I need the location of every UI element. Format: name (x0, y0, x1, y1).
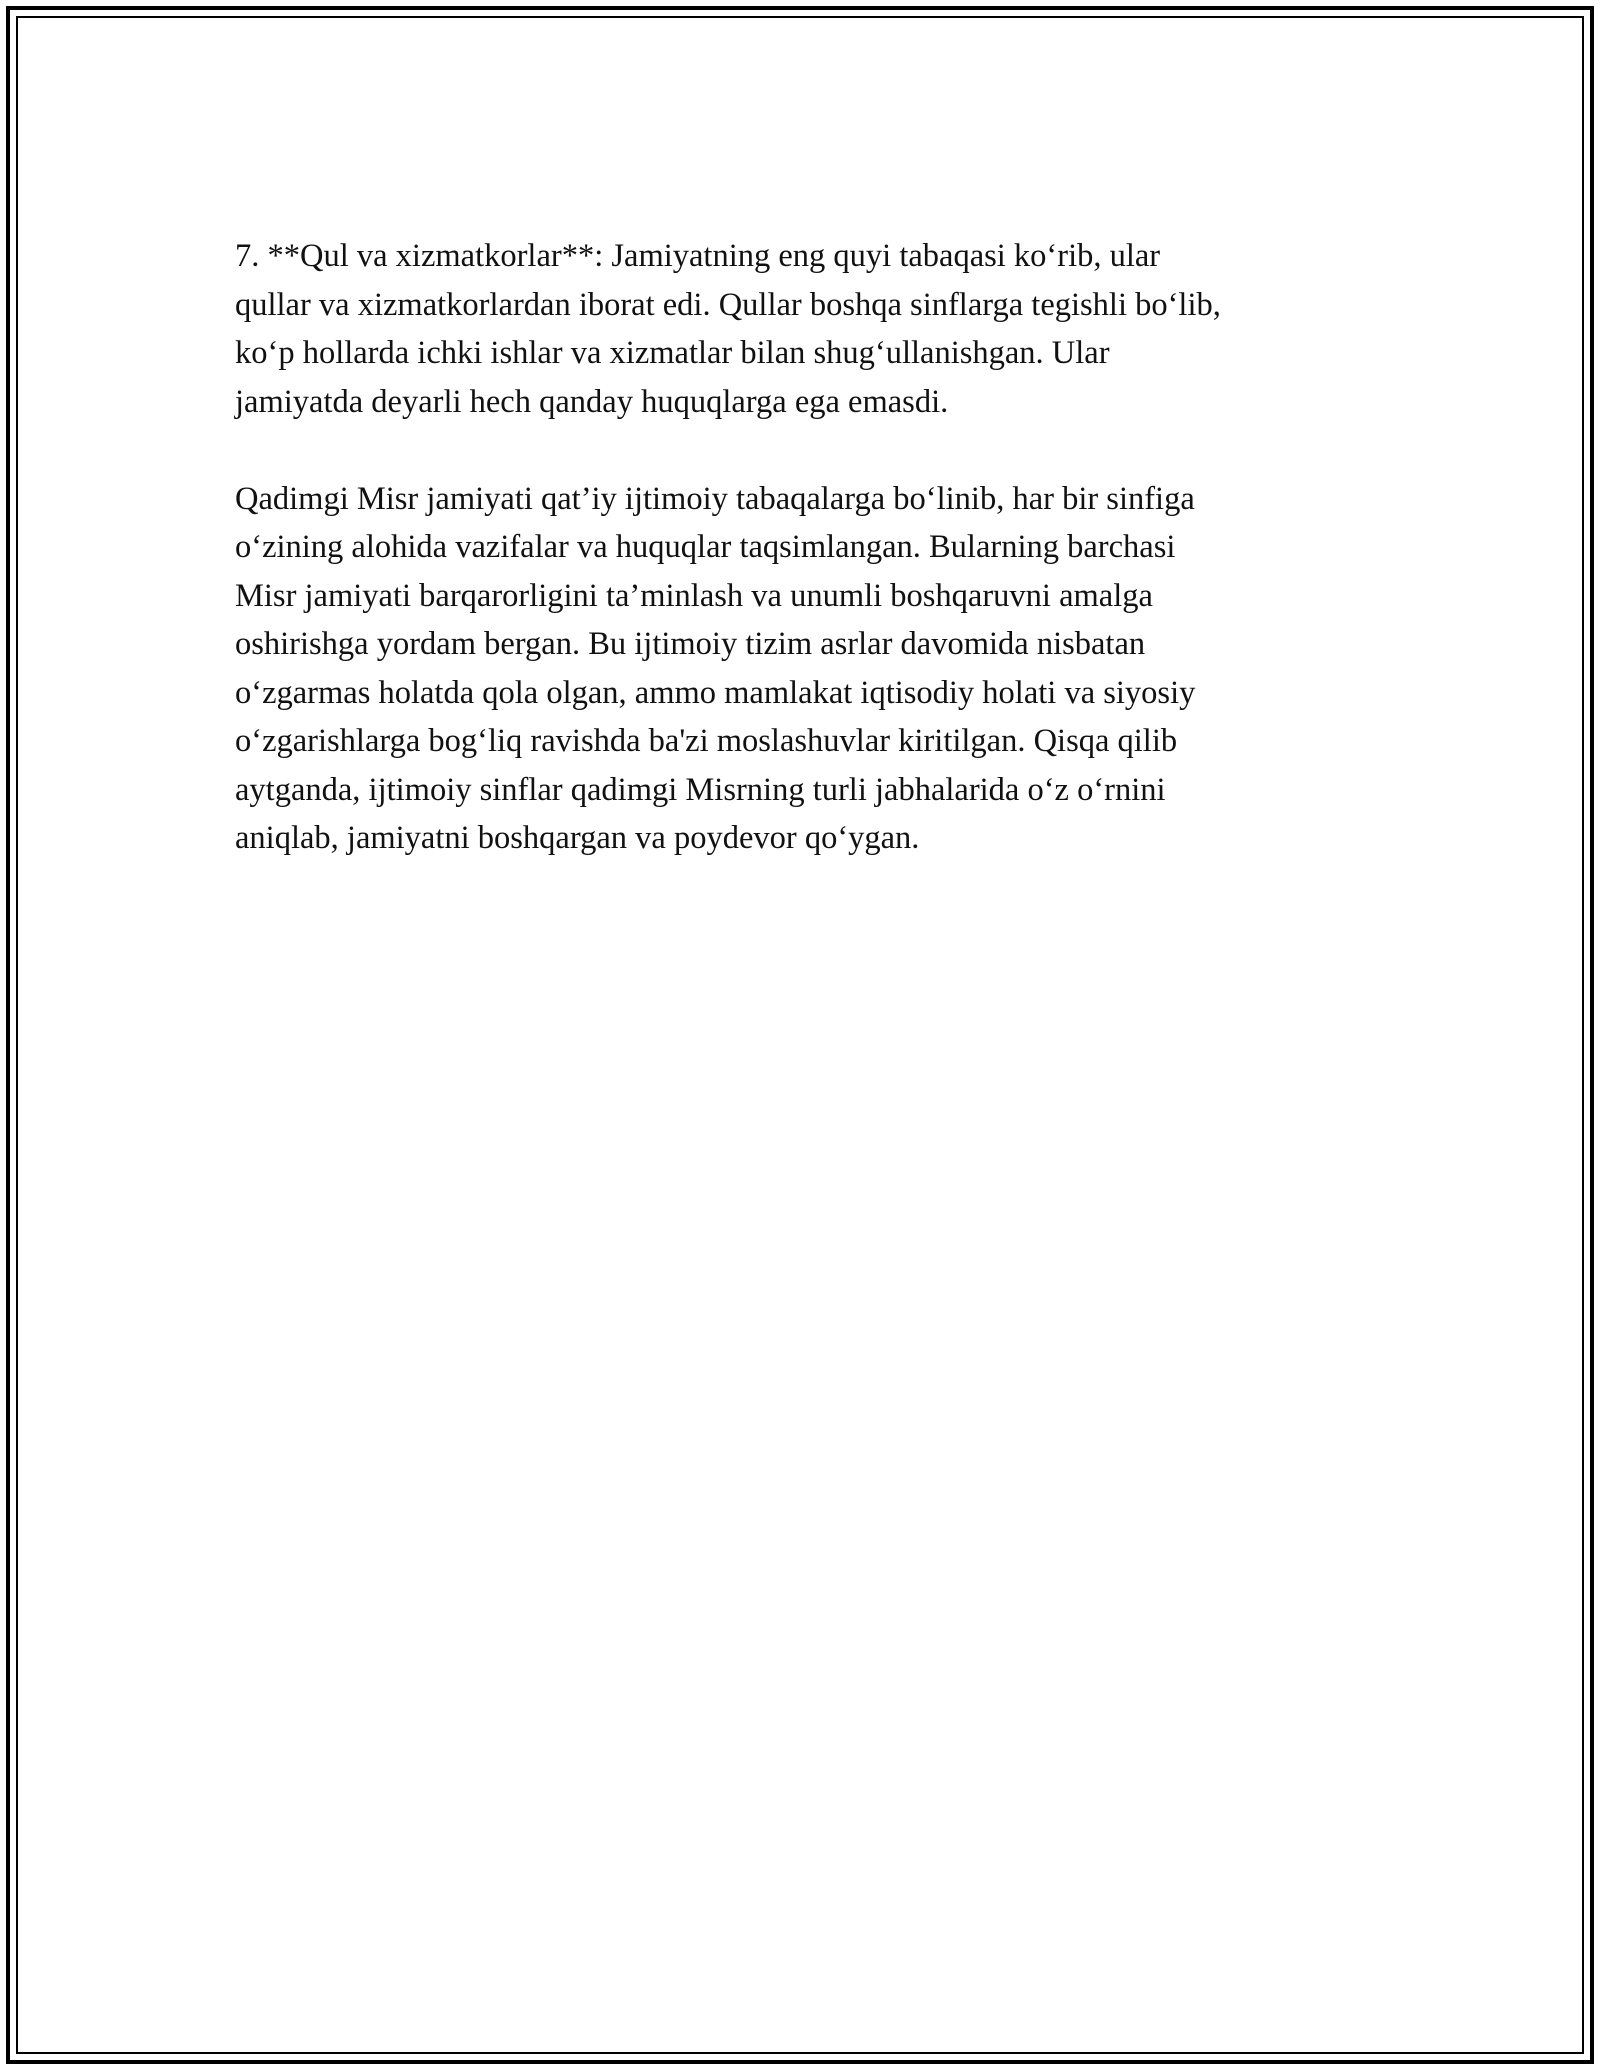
text-line: o‘zining alohida vazifalar va huquqlar taqsimlangan. Bularning barchasi (235, 529, 1176, 565)
text-line: Qadimgi Misr jamiyati qat’iy ijtimoiy tabaqalarga bo‘linib, har bir sinfiga (235, 480, 1195, 517)
document-body (235, 232, 1365, 863)
text-line: o‘zgarmas holatda qola olgan, ammo mamlakat iqtisodiy holati va siyosiy (235, 674, 1196, 711)
paragraph-conclusion (235, 475, 1365, 863)
paragraph-slaves-and-servants (235, 232, 1365, 426)
text-line: jamiyatda deyarli hech qanday huquqlarga ega emasdi. (235, 383, 949, 420)
text-line: oshirishga yordam bergan. Bu ijtimoiy tizim asrlar davomida nisbatan (235, 626, 1146, 662)
text-line: o‘zgarishlarga bog‘liq ravishda ba'zi moslashuvlar kiritilgan. Qisqa qilib (235, 723, 1178, 759)
text-line: Misr jamiyati barqarorligini ta’minlash va unumli boshqaruvni amalga (235, 577, 1153, 614)
text-line: aniqlab, jamiyatni boshqargan va poydevor qo‘ygan. (235, 820, 920, 856)
text-line: qullar va xizmatkorlardan iborat edi. Qullar boshqa sinflarga tegishli bo‘lib, (235, 286, 1221, 323)
text-line: ko‘p hollarda ichki ishlar va xizmatlar bilan shug‘ullanishgan. Ular (235, 335, 1110, 371)
text-line: 7. **Qul va xizmatkorlar**: Jamiyatning eng quyi tabaqasi ko‘rib, ular (235, 238, 1161, 274)
text-line: aytganda, ijtimoiy sinflar qadimgi Misrning turli jabhalarida o‘z o‘rnini (235, 771, 1166, 808)
